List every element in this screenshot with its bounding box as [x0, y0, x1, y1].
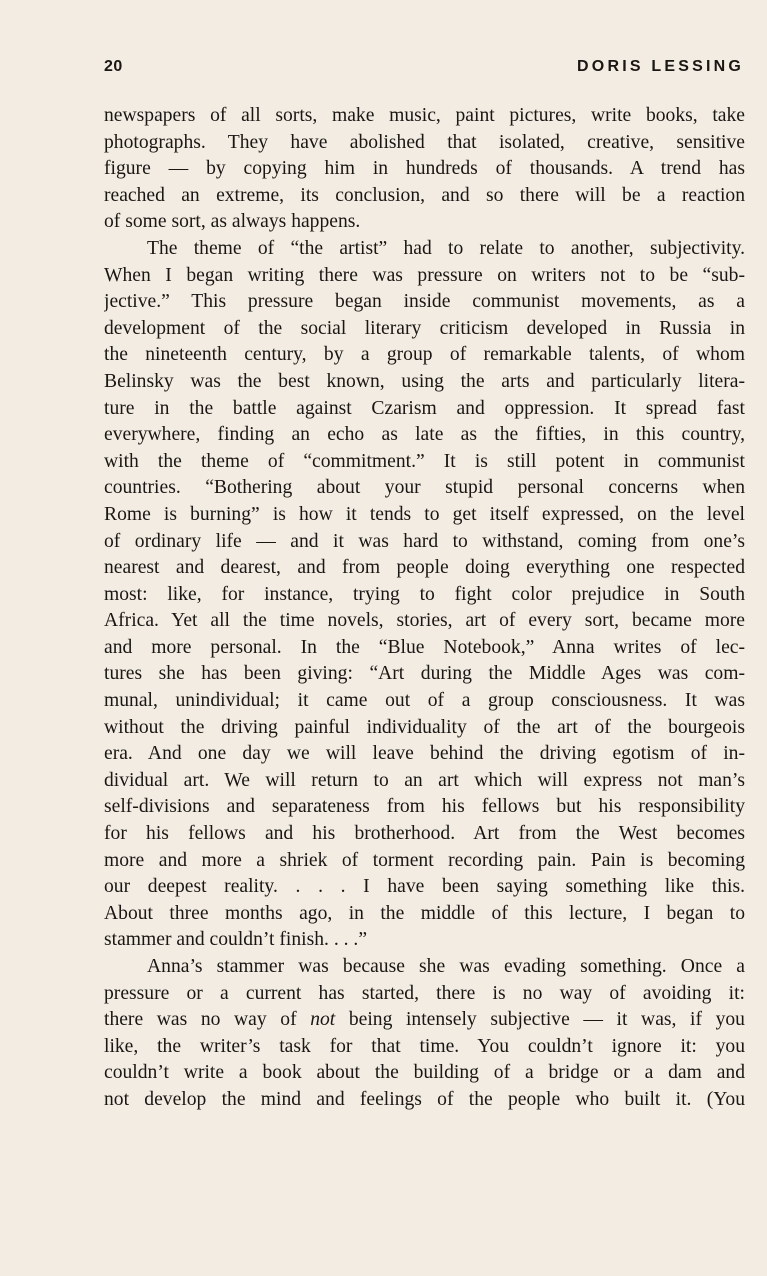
text-line: like, the writer’s task for that time. You couldn’t ignore it: you: [104, 1035, 745, 1057]
text-line: figure — by copying him in hundreds of thousands. A trend has: [104, 158, 745, 180]
text-line: and more personal. In the “Blue Notebook,” Anna writes of lec-: [104, 636, 745, 658]
text-line-with-emphasis: [104, 1007, 745, 1034]
body-text: [104, 103, 745, 1114]
paragraph-3: [104, 954, 745, 1114]
text-line: more and more a shriek of torment recording pain. Pain is becoming: [104, 849, 745, 871]
text-line: the nineteenth century, by a group of remarkable talents, of whom: [104, 344, 745, 366]
text-line: Africa. Yet all the time novels, stories, art of every sort, became more: [104, 610, 745, 632]
text-line: everywhere, finding an echo as late as the fifties, in this country,: [104, 424, 745, 446]
emphasized-word: not: [310, 1009, 336, 1031]
text-line: newspapers of all sorts, make music, paint pictures, write books, take: [104, 105, 745, 126]
text-line: pressure or a current has started, there is no way of avoiding it:: [104, 982, 745, 1004]
text-line: for his fellows and his brotherhood. Art from the West becomes: [104, 823, 745, 845]
text-line: The theme of “the artist” had to relate to another, subjectivity.: [147, 237, 745, 259]
text-line: without the driving painful individuality of the art of the bourgeois: [104, 716, 745, 738]
text-line: Belinsky was the best known, using the arts and particularly litera-: [104, 370, 745, 392]
text-line: nearest and dearest, and from people doing everything one respected: [104, 557, 745, 579]
text-line: photographs. They have abolished that isolated, creative, sensitive: [104, 131, 745, 153]
text-line: When I began writing there was pressure on writers not to be “sub-: [104, 264, 745, 286]
text-line: jective.” This pressure began inside communist movements, as a: [104, 291, 745, 313]
text-line: ture in the battle against Czarism and oppression. It spread fast: [104, 397, 745, 419]
text-line: self-divisions and separateness from his fellows but his responsibility: [104, 796, 745, 818]
text-line: munal, unindividual; it came out of a group consciousness. It was: [104, 690, 745, 712]
page-header: [104, 58, 744, 82]
text-line: Rome is burning” is how it tends to get itself expressed, on the level: [104, 503, 745, 525]
text-line: About three months ago, in the middle of this lecture, I began to: [104, 902, 745, 924]
text-line: most: like, for instance, trying to fight color prejudice in South: [104, 583, 745, 605]
text-line: tures she has been giving: “Art during the Middle Ages was com-: [104, 663, 745, 685]
text-line: era. And one day we will leave behind the driving egotism of in-: [104, 743, 745, 765]
text-line: reached an extreme, its conclusion, and so there will be a reaction: [104, 184, 745, 206]
text-line: dividual art. We will return to an art which will express not man’s: [104, 769, 745, 791]
text-line: our deepest reality. . . . I have been saying something like this.: [104, 876, 745, 898]
paragraph-1: [104, 103, 745, 236]
text-line: development of the social literary criticism developed in Russia in: [104, 317, 745, 339]
text-line: of ordinary life — and it was hard to withstand, coming from one’s: [104, 530, 745, 552]
text-line: of some sort, as always happens.: [104, 211, 361, 233]
running-head: DORIS LESSING: [577, 58, 744, 75]
paragraph-2: [104, 236, 745, 954]
text-fragment: being intensely subjective — it was, if you: [335, 1009, 745, 1031]
text-line: Anna’s stammer was because she was evading something. Once a: [147, 956, 745, 977]
text-line: countries. “Bothering about your stupid personal concerns when: [104, 477, 745, 499]
text-line: not develop the mind and feelings of the people who built it. (You: [104, 1088, 745, 1110]
page-number: 20: [104, 58, 123, 75]
text-line: couldn’t write a book about the building of a bridge or a dam and: [104, 1062, 745, 1084]
text-line: stammer and couldn’t finish. . . .”: [104, 929, 368, 951]
text-fragment: there was no way of: [104, 1009, 311, 1031]
text-line: with the theme of “commitment.” It is still potent in communist: [104, 450, 745, 472]
